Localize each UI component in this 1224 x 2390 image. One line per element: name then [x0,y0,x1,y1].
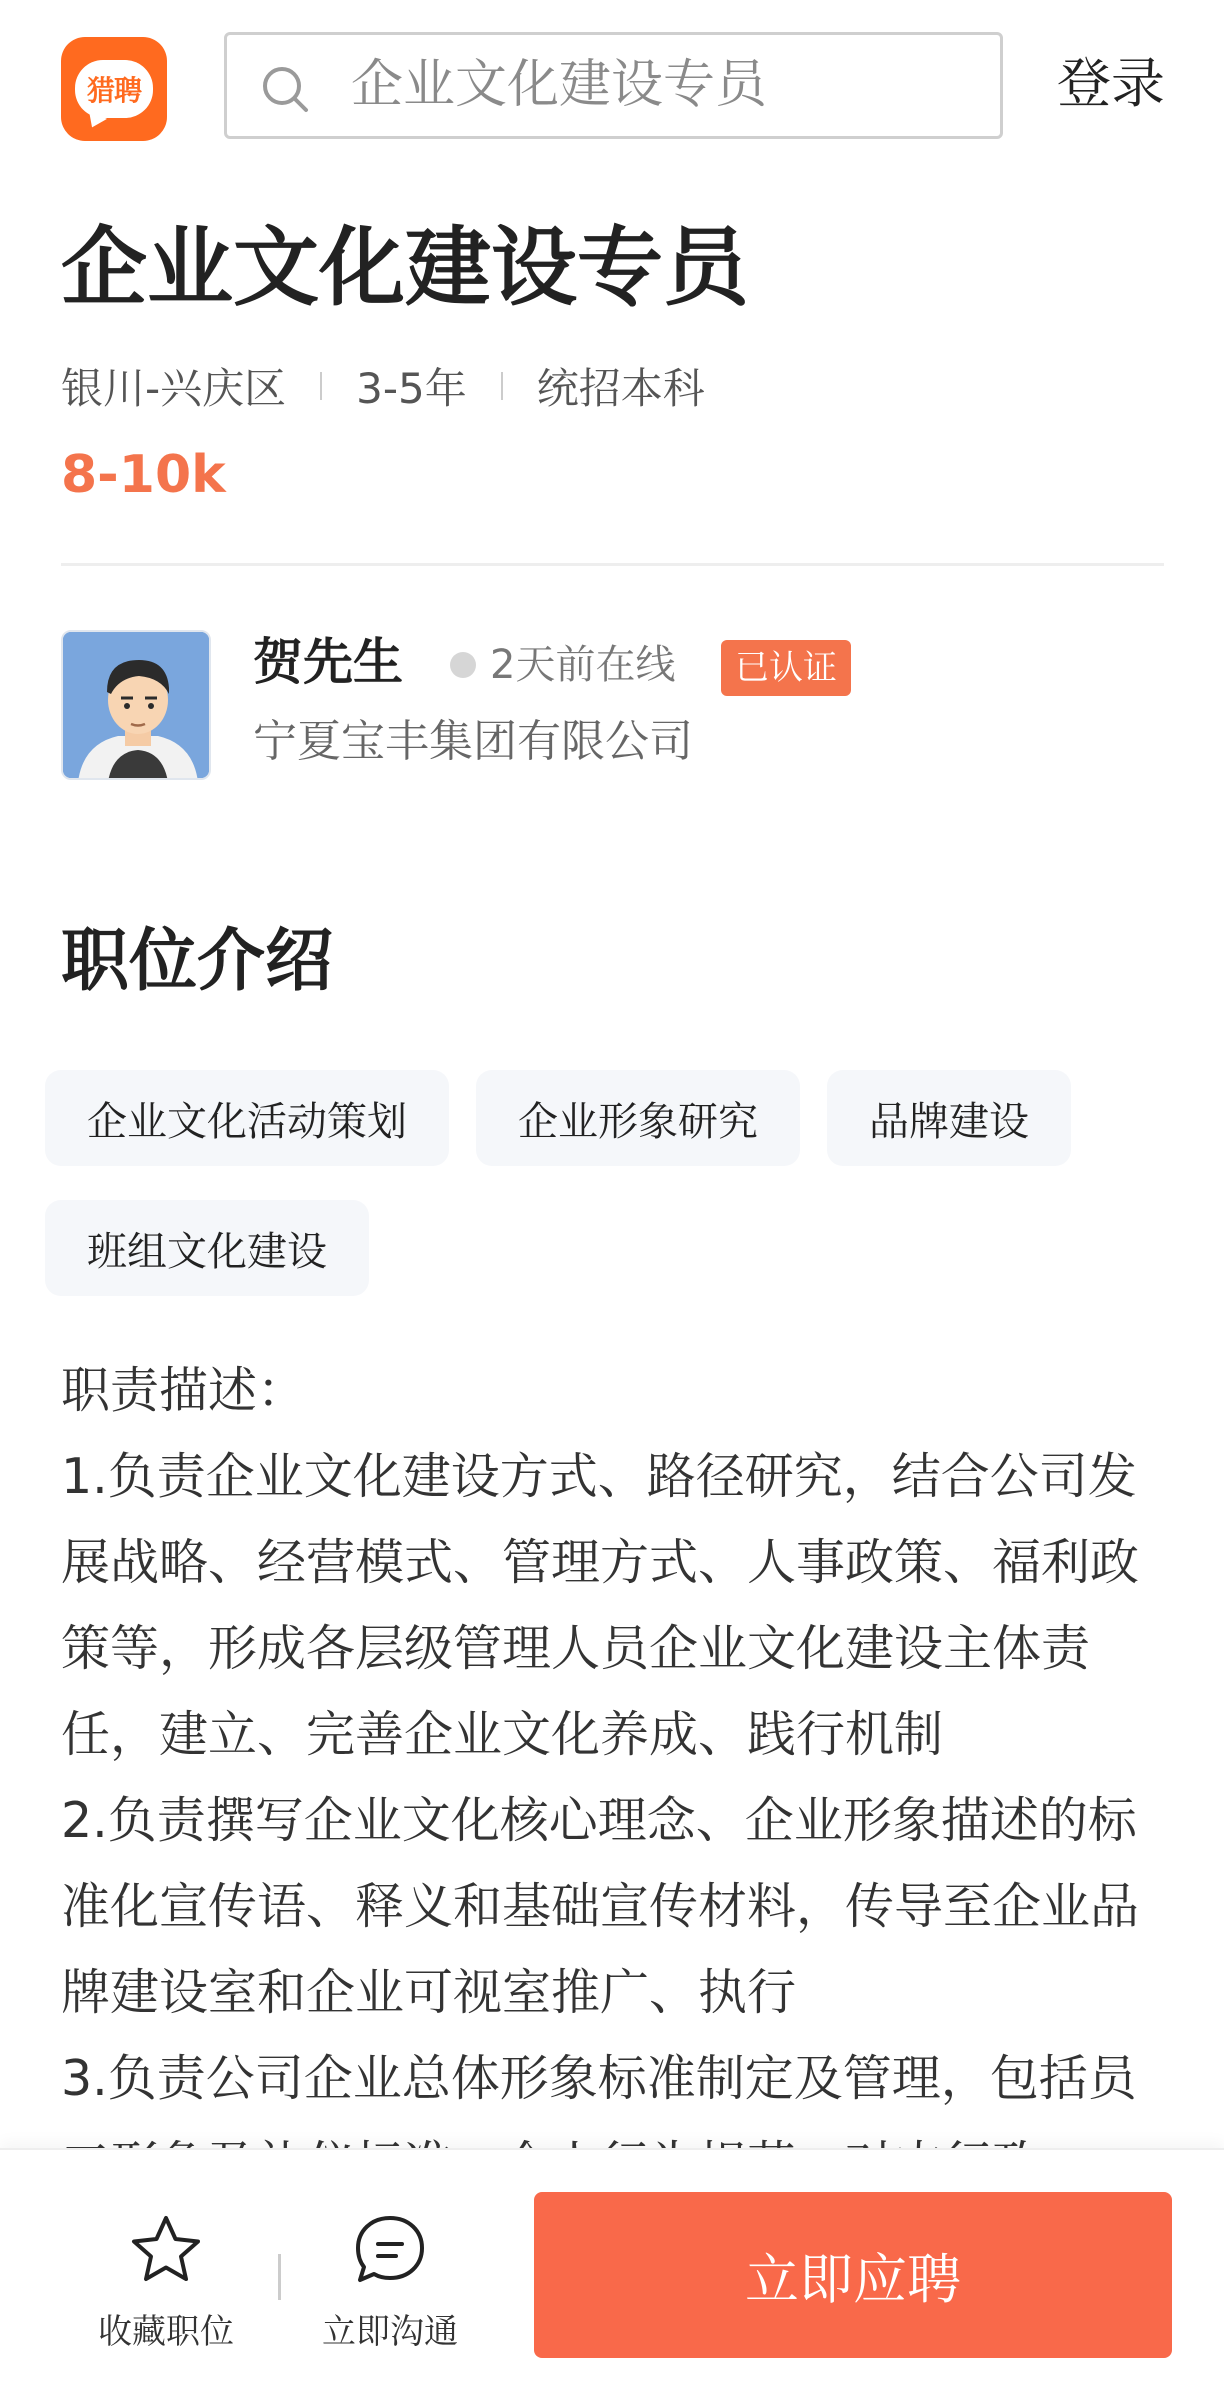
skill-tag: 企业形象研究 [476,1070,800,1166]
job-title: 企业文化建设专员 [61,218,749,318]
online-status [450,640,675,690]
liepin-logo[interactable] [61,37,167,141]
logo-bubble [75,60,153,118]
chat-bubble-icon [350,2210,430,2290]
search-query: 企业文化建设专员 [351,55,768,115]
description-heading: 职责描述： [61,1362,307,1419]
favorite-button[interactable] [86,2210,246,2354]
skill-tag: 品牌建设 [827,1070,1071,1166]
bottom-divider [278,2254,281,2300]
star-icon [126,2210,206,2290]
recruiter-name: 贺先生 [253,633,403,691]
description-item: 3.负责公司企业总体形象标准制定及管理，包括员 [61,2050,1137,2107]
skill-tag: 企业文化活动策划 [45,1070,449,1166]
apply-button[interactable]: 立即应聘 [534,2192,1172,2358]
job-education: 统招本科 [536,364,705,413]
avatar-illustration [63,632,211,780]
job-meta [61,356,705,416]
online-status-text: 2天前在线 [490,642,676,688]
job-salary: 8-10k [61,445,226,505]
logo-text: 猎聘 [86,74,141,107]
meta-divider [320,372,322,400]
recruiter-avatar[interactable] [61,630,211,780]
skill-tag: 班组文化建设 [45,1200,369,1296]
chat-button[interactable] [310,2210,470,2354]
section-title: 职位介绍 [61,922,334,1001]
description-item: 1.负责企业文化建设方式、路径研究，结合公司发展战略、经营模式、管理方式、人事政策、福利政策等，形成各层级管理人员企业文化建设主体责任，建立、完善企业文化养成、践行机制 [61,1448,1140,1763]
favorite-label: 收藏职位 [98,2312,234,2352]
status-dot-icon [450,652,476,678]
section-divider [61,563,1164,566]
company-name[interactable]: 宁夏宝丰集团有限公司 [253,716,693,767]
search-icon [259,63,311,115]
verified-badge: 已认证 [721,640,851,696]
chat-label: 立即沟通 [322,2312,458,2352]
top-header [0,0,1224,176]
job-location: 银川-兴庆区 [61,364,287,413]
job-experience: 3-5年 [356,364,467,413]
login-link[interactable]: 登录 [1057,52,1165,115]
description-item: 2.负责撰写企业文化核心理念、企业形象描述的标准化宣传语、释义和基础宣传材料，传导至企业品牌建设室和企业可视室推广、执行 [61,1792,1140,2021]
search-input[interactable] [224,32,1003,139]
job-description [61,1348,1171,2208]
meta-divider [501,372,503,400]
